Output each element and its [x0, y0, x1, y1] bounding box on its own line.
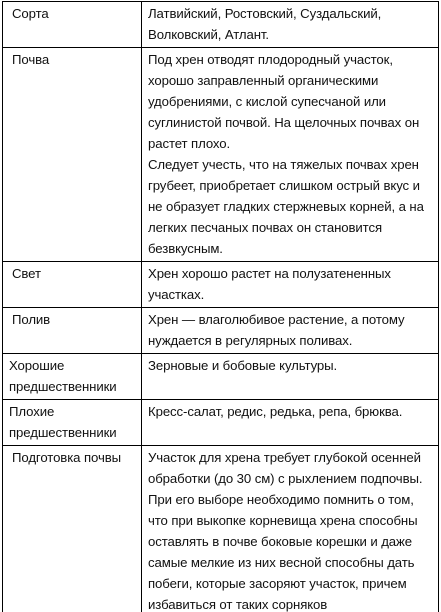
value-paragraph: Зерновые и бобовые культуры. [148, 358, 338, 373]
value-paragraph: Кресс-салат, редис, редька, репа, брюква. [148, 404, 403, 419]
value-paragraph: Под хрен отводят плодородный участок, хорошо заправленный органическими удобрениями, с кислой супесчаной или суглинистой почвой. На щелочных почвах он растет плохо. [148, 52, 420, 151]
crop-care-table [2, 1, 439, 612]
value-paragraph: Участок для хрена требует глубокой осенней обработки (до 30 см) с рыхлением подпочвы. При его выборе необходимо помнить о том, что при выкопке корневища хрена способны оставлять в почве боковые корешки и даже самые мелкие из них весной способны дать побеги, которые засоряют участок, причем избавиться от таких сорняков [148, 450, 423, 612]
row-label-bad-predecessors: Плохие предшественники [3, 400, 142, 446]
table-row [3, 262, 439, 308]
row-label-soil: Почва [3, 48, 142, 262]
row-label-soil-preparation: Подготовка почвы [3, 446, 142, 612]
value-paragraph: Следует учесть, что на тяжелых почвах хрен грубеет, приобретает слишком острый вкус и не образует гладких стержневых корней, а на легких песчаных почвах он становится безвкусным. [148, 157, 424, 256]
table-row [3, 308, 439, 354]
row-label-varieties: Сорта [3, 2, 142, 48]
row-value-light [142, 262, 439, 308]
row-label-watering: Полив [3, 308, 142, 354]
row-value-varieties [142, 2, 439, 48]
table-row [3, 354, 439, 400]
value-paragraph: Хрен хорошо растет на полузатененных участках. [148, 266, 391, 302]
table-row [3, 400, 439, 446]
row-value-bad-predecessors [142, 400, 439, 446]
value-paragraph: Хрен — влаголюбивое растение, а потому нуждается в регулярных поливах. [148, 312, 405, 348]
row-label-good-predecessors: Хорошие предшественники [3, 354, 142, 400]
row-value-good-predecessors [142, 354, 439, 400]
value-paragraph: Латвийский, Ростовский, Суздальский, Волковский, Атлант. [148, 6, 382, 42]
table-row [3, 2, 439, 48]
row-value-soil [142, 48, 439, 262]
table-row [3, 48, 439, 262]
row-value-soil-preparation [142, 446, 439, 612]
row-value-watering [142, 308, 439, 354]
row-label-light: Свет [3, 262, 142, 308]
table-row [3, 446, 439, 612]
